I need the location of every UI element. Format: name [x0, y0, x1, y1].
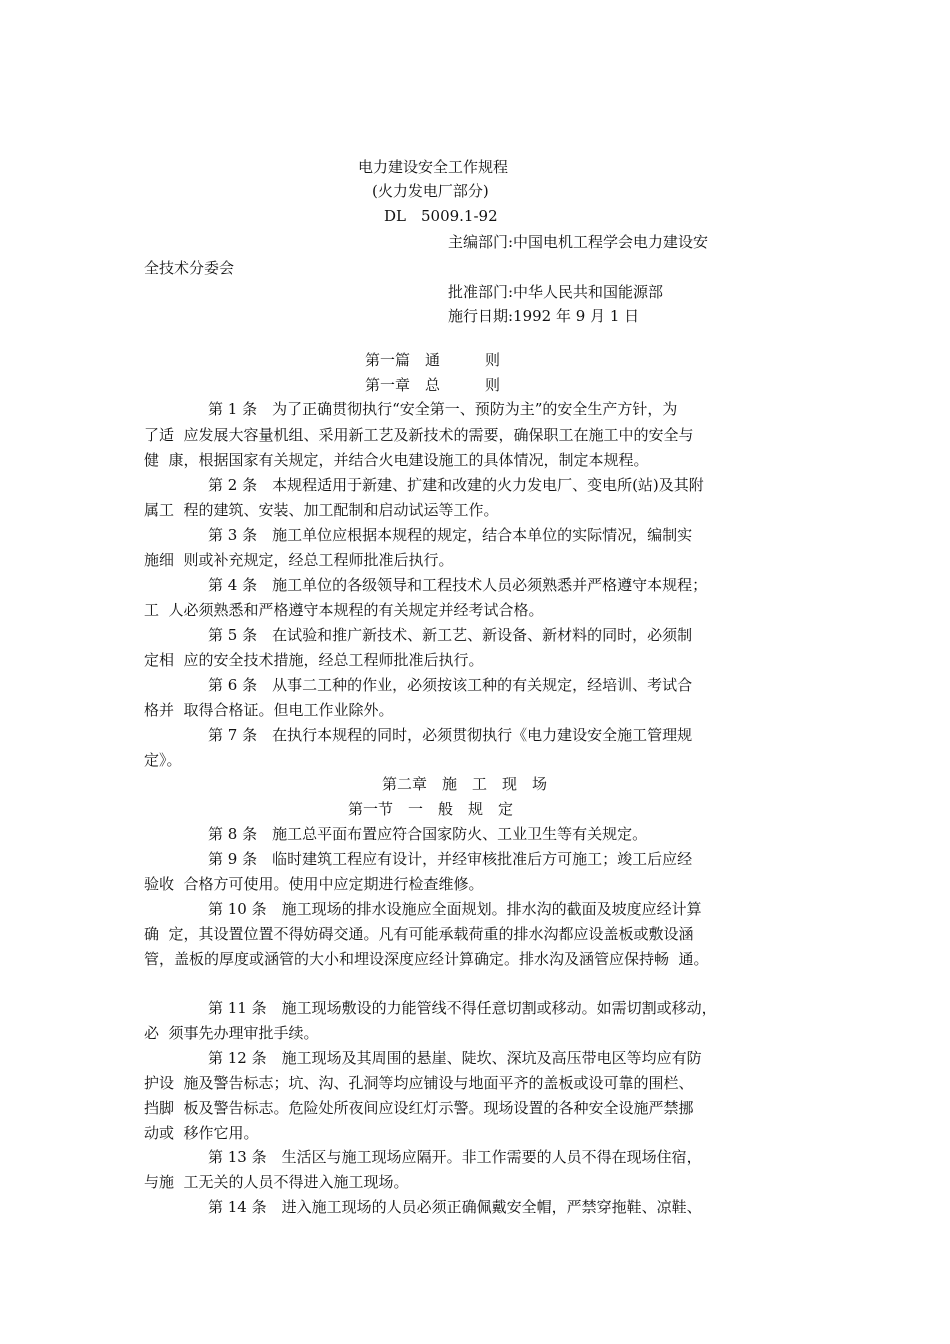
- body-line: 第 5 条 在试验和推广新技术、新工艺、新设备、新材料的同时，必须制: [208, 626, 693, 644]
- part-heading: 第一篇 通 则: [365, 351, 501, 369]
- body-line: 第 11 条 施工现场敷设的力能管线不得任意切割或移动。如需切割或移动，: [208, 999, 717, 1017]
- chapter-heading: 第一章 总 则: [365, 376, 501, 394]
- body-line: 与施 工无关的人员不得进入施工现场。: [144, 1173, 409, 1191]
- body-line: 格并 取得合格证。但电工作业除外。: [144, 701, 394, 719]
- body-line: 第 9 条 临时建筑工程应有设计，并经审核批准后方可施工；竣工后应经: [208, 850, 693, 868]
- body-line: 定相 应的安全技术措施，经总工程师批准后执行。: [144, 651, 484, 669]
- editor-line-2: 全技术分委会: [144, 259, 235, 277]
- body-line: 第 2 条 本规程适用于新建、扩建和改建的火力发电厂、变电所(站)及其附: [208, 476, 704, 494]
- effective-date-line: 施行日期:1992 年 9 月 1 日: [448, 307, 640, 325]
- body-line: 第 10 条 施工现场的排水设施应全面规划。排水沟的截面及坡度应经计算: [208, 900, 702, 918]
- section-heading: 第一节 一 般 规 定: [348, 800, 514, 818]
- body-line: 定》。: [144, 751, 182, 769]
- chapter-heading: 第二章 施 工 现 场: [382, 775, 548, 793]
- approver-line: 批准部门:中华人民共和国能源部: [448, 283, 664, 301]
- body-line: 第 7 条 在执行本规程的同时，必须贯彻执行《电力建设安全施工管理规: [208, 726, 693, 744]
- body-line: 验收 合格方可使用。使用中应定期进行检查维修。: [144, 875, 484, 893]
- body-line: 施细 则或补充规定，经总工程师批准后执行。: [144, 551, 454, 569]
- document-code: DL 5009.1-92: [384, 207, 498, 225]
- editor-line-1: 主编部门:中国电机工程学会电力建设安: [448, 233, 709, 251]
- body-line: 护设 施及警告标志；坑、沟、孔洞等均应铺设与地面平齐的盖板或设可靠的围栏、: [144, 1074, 694, 1092]
- body-line: 第 12 条 施工现场及其周围的悬崖、陡坎、深坑及高压带电区等均应有防: [208, 1049, 702, 1067]
- body-line: 动或 移作它用。: [144, 1124, 259, 1142]
- body-line: 第 4 条 施工单位的各级领导和工程技术人员必须熟悉并严格遵守本规程；: [208, 576, 708, 594]
- body-line: 健 康，根据国家有关规定，并结合火电建设施工的具体情况，制定本规程。: [144, 451, 649, 469]
- body-line: 挡脚 板及警告标志。危险处所夜间应设红灯示警。现场设置的各种安全设施严禁挪: [144, 1099, 694, 1117]
- body-line: 第 13 条 生活区与施工现场应隔开。非工作需要的人员不得在现场住宿，: [208, 1148, 702, 1166]
- body-line: 第 8 条 施工总平面布置应符合国家防火、工业卫生等有关规定。: [208, 825, 648, 843]
- body-line: 必 须事先办理审批手续。: [144, 1024, 319, 1042]
- body-line: 第 6 条 从事二工种的作业，必须按该工种的有关规定，经培训、考试合: [208, 676, 693, 694]
- document-subtitle: (火力发电厂部分): [372, 182, 489, 200]
- body-line: 工 人必须熟悉和严格遵守本规程的有关规定并经考试合格。: [144, 601, 544, 619]
- body-line: 确 定，其设置位置不得妨碍交通。凡有可能承载荷重的排水沟都应设盖板或敷设涵: [144, 925, 694, 943]
- body-line: 第 14 条 进入施工现场的人员必须正确佩戴安全帽，严禁穿拖鞋、凉鞋、: [208, 1198, 702, 1216]
- body-line: 属工 程的建筑、安装、加工配制和启动试运等工作。: [144, 501, 499, 519]
- body-line: 管，盖板的厚度或涵管的大小和埋设深度应经计算确定。排水沟及涵管应保持畅 通。: [144, 950, 709, 968]
- document-title: 电力建设安全工作规程: [358, 158, 509, 176]
- body-line: 第 1 条 为了正确贯彻执行“安全第一、预防为主”的安全生产方针，为: [208, 400, 678, 418]
- body-line: 了适 应发展大容量机组、采用新工艺及新技术的需要，确保职工在施工中的安全与: [144, 426, 694, 444]
- body-line: 第 3 条 施工单位应根据本规程的规定，结合本单位的实际情况，编制实: [208, 526, 693, 544]
